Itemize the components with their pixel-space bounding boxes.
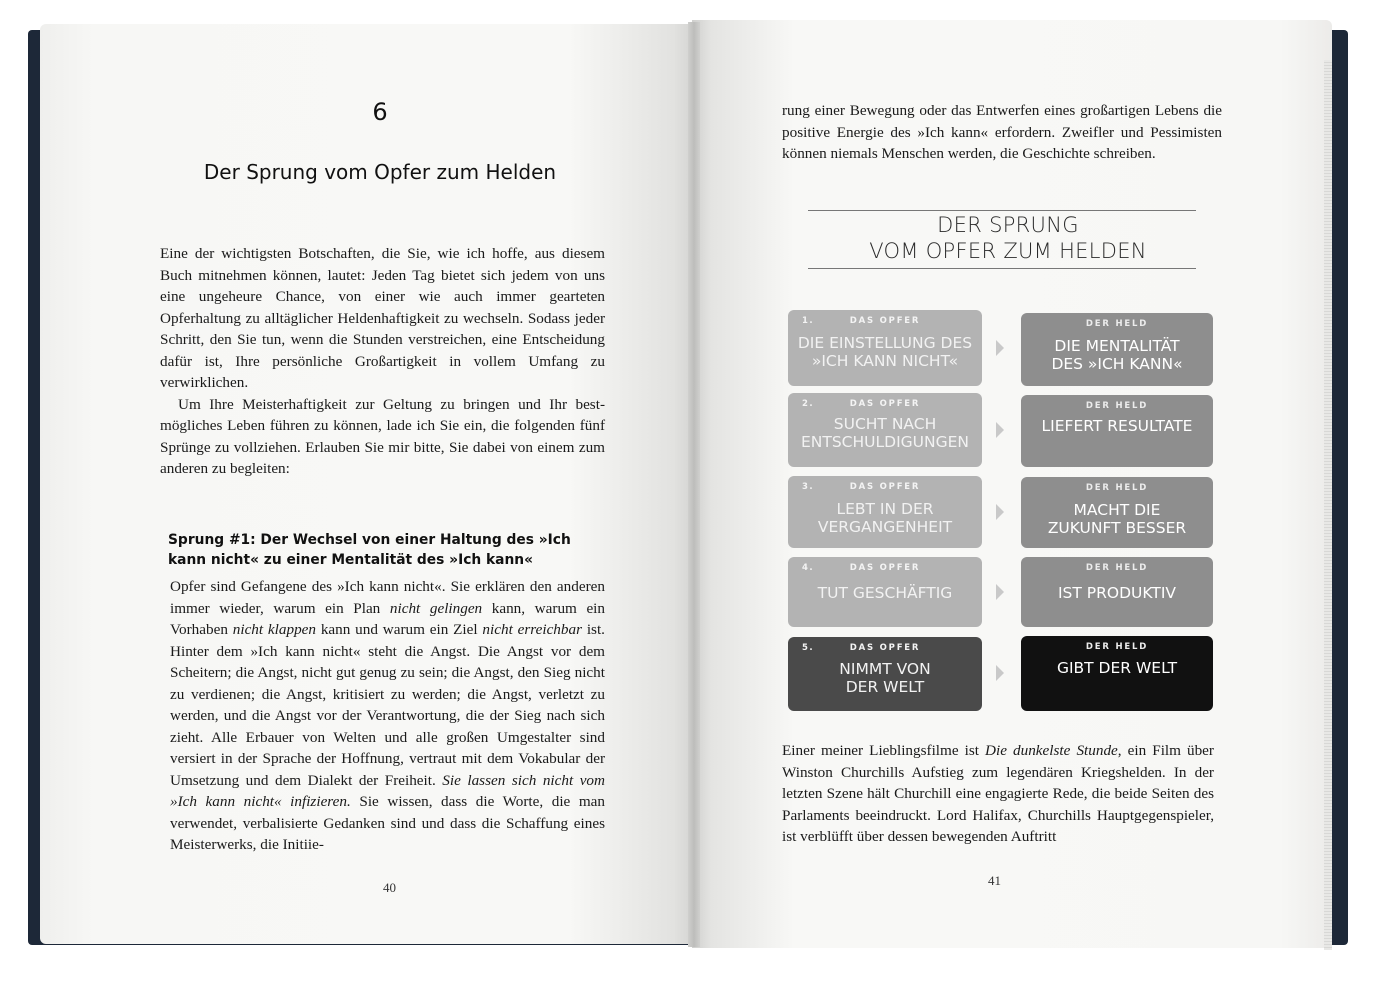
film-title: Die dunkelste Stunde	[985, 742, 1118, 759]
diagram-title	[808, 212, 1208, 264]
hero-text-line: ZUKUNFT BESSER	[1047, 519, 1187, 537]
page-number-right: 41	[988, 873, 1001, 888]
hero-box-4	[1021, 557, 1213, 627]
victim-caption: DAS OPFER	[849, 643, 921, 653]
hero-text	[1021, 584, 1213, 602]
victim-text-line: VERGANGENHEIT	[817, 518, 953, 536]
arrow-right-icon	[996, 584, 1004, 600]
right-top-paragraph: rung einer Bewegung oder das Entwerfen eines großartigen Lebens die positive Energie des »Ich kann« erfordern. Zweifler und Pessimisten können niemals Menschen werden, die Geschichte schreiben.	[782, 102, 1222, 162]
victim-box-3	[788, 476, 982, 548]
hero-text	[1021, 417, 1213, 435]
hero-caption: DER HELD	[1085, 563, 1149, 573]
hero-text-line: DES »ICH KANN«	[1051, 355, 1183, 373]
text-run: kann und warum ein Ziel	[316, 621, 483, 638]
page-number-left: 40	[383, 880, 396, 895]
text-run: Opfer sind Gefangene des »Ich kann nicht«. Sie erklären den anderen immer wieder, warum ein Plan	[170, 578, 605, 617]
intro-paragraph-2: Um Ihre Meisterhaftigkeit zur Geltung zu bringen und Ihr bestmögliches Leben führen zu können, lade ich Sie ein, die folgenden fünf Sprünge zu vollziehen. Erlauben Sie mir bitte, Sie dabei von einem zum anderen zu begleiten:	[160, 395, 605, 477]
step-number: 3.	[802, 482, 815, 492]
step-number: 2.	[802, 399, 815, 409]
victim-caption: DAS OPFER	[849, 563, 921, 573]
victim-caption: DAS OPFER	[849, 399, 921, 409]
victim-text-line: DIE EINSTELLUNG DES	[797, 334, 973, 352]
victim-text	[788, 415, 982, 451]
hero-caption: DER HELD	[1085, 319, 1149, 329]
victim-text-line: ENTSCHULDIGUNGEN	[800, 433, 969, 451]
intro-text	[160, 243, 605, 480]
chapter-title: Der Sprung vom Opfer zum Helden	[203, 160, 557, 184]
hero-caption: DER HELD	[1085, 401, 1149, 411]
victim-box-2	[788, 393, 982, 467]
hero-text	[1021, 501, 1213, 537]
text-run: Einer meiner Lieblingsfilme ist	[782, 742, 986, 759]
diagram-rule-top	[808, 210, 1196, 211]
text-run: ist. Hinter dem »Ich kann nicht« steht die Angst. Die Angst vor dem Scheitern; die Angst, nicht gut genug zu sein; die Angst, den Sieg nicht zu verdienen; die Angst, kritisiert zu werden; die Angst, verletzt zu werden, und die Angst vor der Verantwortung, die der Sieg nach sich zieht. Alle Erbauer von Welten und alle großen Umgestalter sind versiert in der Sprache der Hoffnung, vertraut mit dem Vokabular der Umsetzung und dem Dialekt der Freiheit.	[170, 621, 605, 789]
victim-text	[788, 584, 982, 602]
victim-text-line: LEBT IN DER	[836, 500, 934, 518]
victim-text	[788, 500, 982, 536]
hero-box-2	[1021, 395, 1213, 467]
right-bottom-paragraph	[782, 740, 1214, 848]
hero-text	[1021, 337, 1213, 373]
emphasis: nicht klappen	[232, 621, 317, 638]
victim-box-4	[788, 557, 982, 627]
section-heading: Sprung #1: Der Wechsel von einer Haltung des »Ich kann nicht« zu einer Mentalität des »Ich kann«	[168, 532, 571, 568]
section-body	[170, 576, 605, 856]
victim-text	[788, 660, 982, 696]
text-run: Sie wissen, dass die Worte, die man verwendet, verbalisierte Gedanken sind und dass die Schaffung eines Meisterwerks, die Initiie-	[170, 793, 605, 853]
right-bottom-text	[782, 740, 1214, 848]
emphasis: nicht erreichbar	[482, 621, 582, 638]
section-paragraph	[170, 576, 605, 856]
arrow-right-icon	[996, 504, 1004, 520]
book-gutter	[688, 22, 700, 947]
victim-text	[788, 334, 982, 370]
arrow-right-icon	[996, 665, 1004, 681]
hero-text-line: MACHT DIE	[1073, 501, 1161, 519]
hero-text-line: IST PRODUKTIV	[1057, 584, 1176, 602]
victim-text-line: SUCHT NACH	[833, 415, 937, 433]
step-number: 4.	[802, 563, 815, 573]
hero-text	[1021, 659, 1213, 677]
text-run: , ein Film über Winston Churchills Aufstieg zum legendären Kriegshelden. In der letzten Szene hält Churchill eine engagierte Rede, die beide Seiten des Parlaments beeindruckt. Lord Halifax, Churchills Hauptgegenspieler, ist verblüfft über dessen bewegenden Auftritt	[782, 742, 1214, 845]
victim-text-line: DER WELT	[845, 678, 925, 696]
hero-box-3	[1021, 477, 1213, 548]
hero-caption: DER HELD	[1085, 483, 1149, 493]
hero-box-1	[1021, 313, 1213, 386]
victim-caption: DAS OPFER	[849, 482, 921, 492]
step-number: 1.	[802, 316, 815, 326]
arrow-right-icon	[996, 340, 1004, 356]
hero-text-line: DIE MENTALITÄT	[1054, 337, 1180, 355]
hero-caption: DER HELD	[1085, 642, 1149, 652]
hero-text-line: GIBT DER WELT	[1056, 659, 1178, 677]
victim-box-5	[788, 637, 982, 711]
intro-paragraph-1: Eine der wichtigsten Botschaften, die Sie, wie ich hoffe, aus diesem Buch mitnehmen können, lautet: Jeden Tag bietet sich jedem von uns eine ungeheure Chance, von einer wie auch immer gearteten Opferhaltung zu alltäglicher Heldenhaftigkeit zu wechseln. Sodass jeder Schritt, den Sie tun, wenn die Stunden verstreichen, eine Entscheidung dafür ist, Ihre persönliche Großartigkeit in vollem Umfang zu verwirklichen.	[160, 245, 605, 391]
emphasis: nicht gelingen	[389, 599, 483, 617]
victim-text-line: NIMMT VON	[839, 660, 931, 678]
hero-text-line: LIEFERT RESULTATE	[1041, 417, 1193, 435]
diagram-rule-bottom	[808, 268, 1196, 269]
diagram-title-line-1: DER SPRUNG	[937, 213, 1079, 237]
hero-box-5	[1021, 636, 1213, 711]
chapter-number: 6	[372, 98, 388, 126]
emphasis: Sie lassen sich nicht vom »Ich kann nicht« infizieren.	[170, 771, 605, 810]
diagram-title-line-2: VOM OPFER ZUM HELDEN	[869, 239, 1147, 263]
victim-box-1	[788, 310, 982, 386]
step-number: 5.	[802, 643, 815, 653]
victim-text-line: »ICH KANN NICHT«	[811, 352, 959, 370]
arrow-right-icon	[996, 422, 1004, 438]
right-top-text	[782, 100, 1222, 165]
text-run: kann, warum ein Vorhaben	[170, 599, 605, 638]
victim-caption: DAS OPFER	[849, 316, 921, 326]
victim-text-line: TUT GESCHÄFTIG	[817, 584, 953, 602]
page-edge	[1324, 60, 1332, 950]
